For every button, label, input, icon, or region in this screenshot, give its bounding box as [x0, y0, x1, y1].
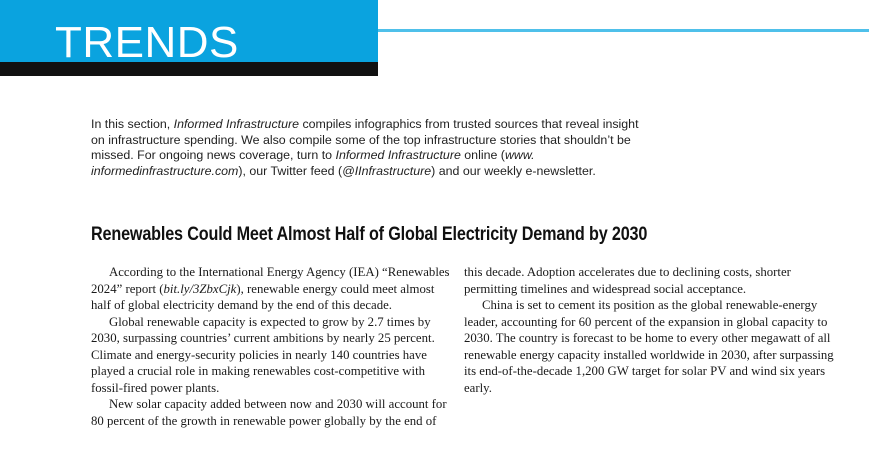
paragraph-text: ), renewable energy could meet almost half of global electricity demand by the end of this decade. — [91, 281, 435, 312]
intro-text: ), our Twitter feed ( — [238, 163, 343, 178]
paragraph-text: According to the International Energy Agency (IEA) “Renewables 2024” report ( — [91, 265, 450, 296]
twitter-handle[interactable]: @IInfrastructure — [342, 163, 432, 178]
article-paragraph: China is set to cement its position as the global renewable-energy leader, accounting for 60 percent of the expansion in global capacity to 2030. The country is forecast to be home to every other megawatt of all renewable energy capacity installed worldwide in 2030, after surpassing its end-of-the-decade 1,200 GW target for solar PV and wind six years early. — [464, 298, 834, 395]
report-link[interactable]: bit.ly/3ZbxCjk — [163, 281, 237, 296]
section-title: TRENDS — [55, 18, 239, 67]
article-column-left — [91, 264, 451, 429]
article-headline: Renewables Could Meet Almost Half of Global Electricity Demand by 2030 — [91, 223, 648, 245]
article-paragraph: Global renewable capacity is expected to grow by 2.7 times by 2030, surpassing countries’ current ambitions by nearly 25 percent. Climate and energy-security policies in nearly 140 countries have played a crucial role in making renewables cost-competitive with fossil-fired power plants. — [91, 314, 435, 395]
article-paragraph — [91, 264, 451, 314]
article-paragraph-continued: this decade. Adoption accelerates due to declining costs, shorter permitting timelines and widespread social acceptance. — [464, 265, 791, 296]
website-link[interactable]: www. informedinfrastructure.com — [91, 148, 535, 178]
intro-text: ) and our weekly e-newsletter. — [431, 163, 596, 178]
article-column-right — [464, 264, 834, 396]
intro-text: compiles infographics from trusted sources that reveal insight on infrastructure spending. We also compile some of the top infrastructure stories that shouldn’t be missed. For ongoing news coverage, turn to — [91, 117, 639, 162]
publication-name: Informed Infrastructure — [335, 148, 461, 162]
intro-text: In this section, — [91, 117, 174, 131]
publication-name: Informed Infrastructure — [173, 117, 299, 131]
intro-text: online ( — [460, 148, 505, 162]
intro-paragraph — [91, 117, 651, 179]
article-paragraph: New solar capacity added between now and 2030 will account for 80 percent of the growth in renewable power globally by the end of — [91, 397, 447, 428]
header-rule — [378, 29, 869, 32]
